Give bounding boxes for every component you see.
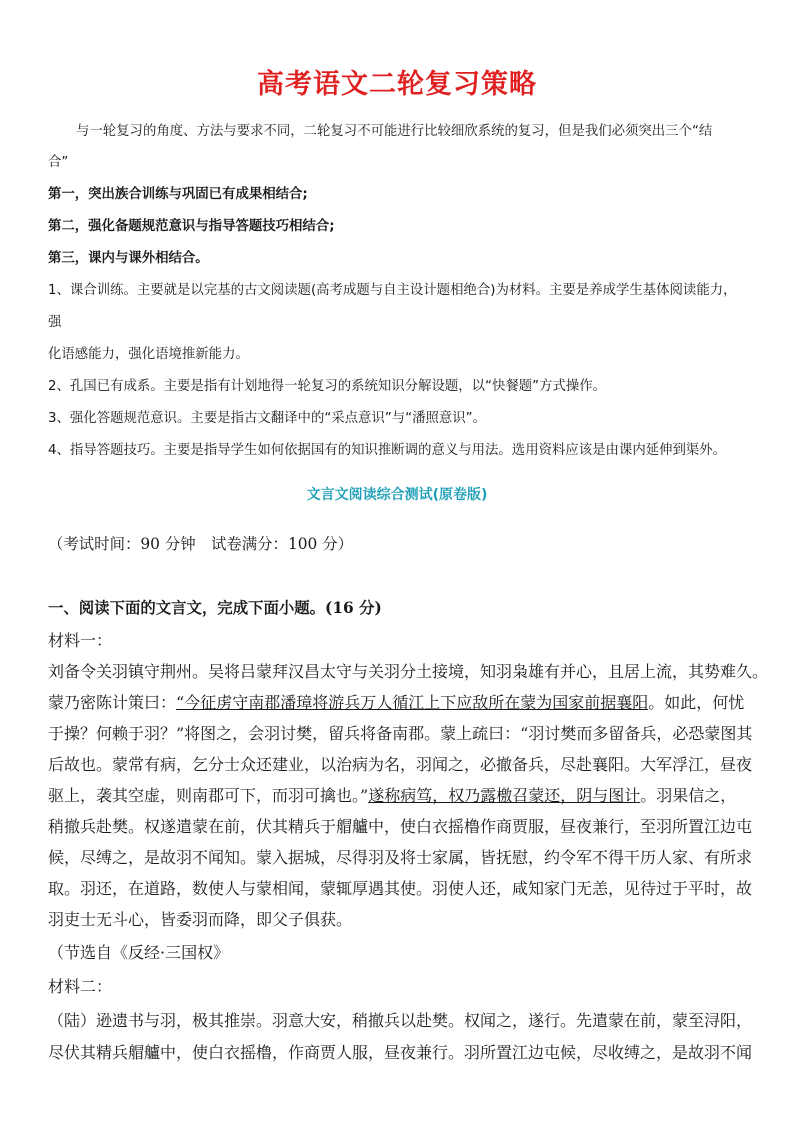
intro-line-1: 与一轮复习的角度、方法与要求不同，二轮复习不可能进行比较细欣系统的复习，但是我们必须突出三个“结 — [76, 124, 713, 139]
material-1-line: 取。羽还，在道路，数使人与蒙相闻，蒙辄厚遇其使。羽使人还，咸知家门无恙，见待过于平时，故 — [48, 879, 753, 898]
material-1-line: 刘备令关羽镇守荆州。吴将吕蒙拜汉昌太守与关羽分土接境，知羽枭雄有并心，且居上流，其势难久。 — [48, 662, 769, 681]
point-1: 第一，突出族合训练与巩固已有成果相结合; — [48, 187, 308, 202]
item-1-line-3: 化语感能力，强化语境推新能力。 — [48, 347, 249, 362]
material-1-line: 羽吏士无斗心，皆委羽而降，即父子俱获。 — [48, 910, 353, 929]
intro-line-2: 合” — [48, 155, 69, 170]
point-3: 第三，课内与课外相结合。 — [48, 251, 209, 266]
point-2: 第二，强化备题规范意识与指导答题技巧相结合; — [48, 219, 335, 234]
material-1-line: 驱上，袭其空虚，则南郡可下，而羽可擒也。”遂称病笃，权乃露檄召蒙还，阴与图计。羽果信之， — [48, 786, 737, 805]
material-2-line: 尽伏其精兵艒艫中，使白衣摇橹，作商贾人服，昼夜兼行。羽所置江边屯候，尽收缚之，是故羽不闻 — [48, 1043, 753, 1062]
material-1-line: 于操？何赖于羽？”将图之，会羽讨樊，留兵将备南郡。蒙上疏曰：“羽讨樊而多留备兵，必恐蒙图其 — [48, 724, 753, 743]
item-2: 2、孔国已有成系。主要是指有计划地得一轮复习的系统知识分解设题，以“快餐题”方式操作。 — [48, 379, 607, 394]
exam-info: （考试时间：90 分钟 试卷满分：100 分） — [48, 535, 353, 553]
material-1-line: 候，尽缚之，是故羽不闻知。蒙入据城，尽得羽及将士家属，皆抚慰，约令军不得干历人家、有所求 — [48, 848, 753, 867]
material-2-label: 材料二： — [48, 977, 113, 996]
material-1-label: 材料一： — [48, 631, 113, 650]
underlined-sentence: 遂称病笃，权乃露檄召蒙还，阴与图计 — [368, 786, 641, 805]
material-1-line: 蒙乃密陈计策曰：“今征虏守南郡潘璋将游兵万人循江上下应敌所在蒙为国家前据襄阳。如此，何忧 — [48, 693, 745, 712]
item-1-line-2: 强 — [48, 315, 62, 330]
item-1-line-1: 1、课合训练。主要就是以完基的古文阅读题(高考成题与自主设计题相绝合)为材料。主要是养成学生基体阅读能力， — [48, 283, 737, 298]
material-1-line: 稍撤兵赴樊。权遂遣蒙在前，伏其精兵于艒艫中，使白衣摇橹作商贾服，昼夜兼行，至羽所置江边屯 — [48, 817, 753, 836]
material-1-line: 后故也。蒙常有病，乞分士众还建业，以治病为名，羽闻之，必撤备兵，尽赴襄阳。大军浮江，昼夜 — [48, 755, 753, 774]
section-1-heading: 一、阅读下面的文言文，完成下面小题。(16 分) — [48, 599, 382, 617]
material-2-line: （陆）逊遗书与羽，极其推崇。羽意大安，稍撤兵以赴樊。权闻之，遂行。先遣蒙在前，蒙至浔阳， — [48, 1011, 753, 1030]
underlined-sentence: “今征虏守南郡潘璋将游兵万人循江上下应敌所在蒙为国家前据襄阳 — [176, 693, 649, 712]
source-citation: （节选自《反经·三国权》 — [48, 943, 230, 962]
item-4: 4、指导答题技巧。主要是指导学生如何依据国有的知识推断调的意义与用法。选用资料应该是由课内延伸到渠外。 — [48, 443, 727, 458]
item-3: 3、强化答题规范意识。主要是指古文翻译中的“采点意识”与“潘照意识”。 — [48, 411, 486, 426]
document-title: 高考语文二轮复习策略 — [257, 69, 537, 100]
test-subtitle: 文言文阅读综合测试(原卷版) — [306, 487, 488, 503]
